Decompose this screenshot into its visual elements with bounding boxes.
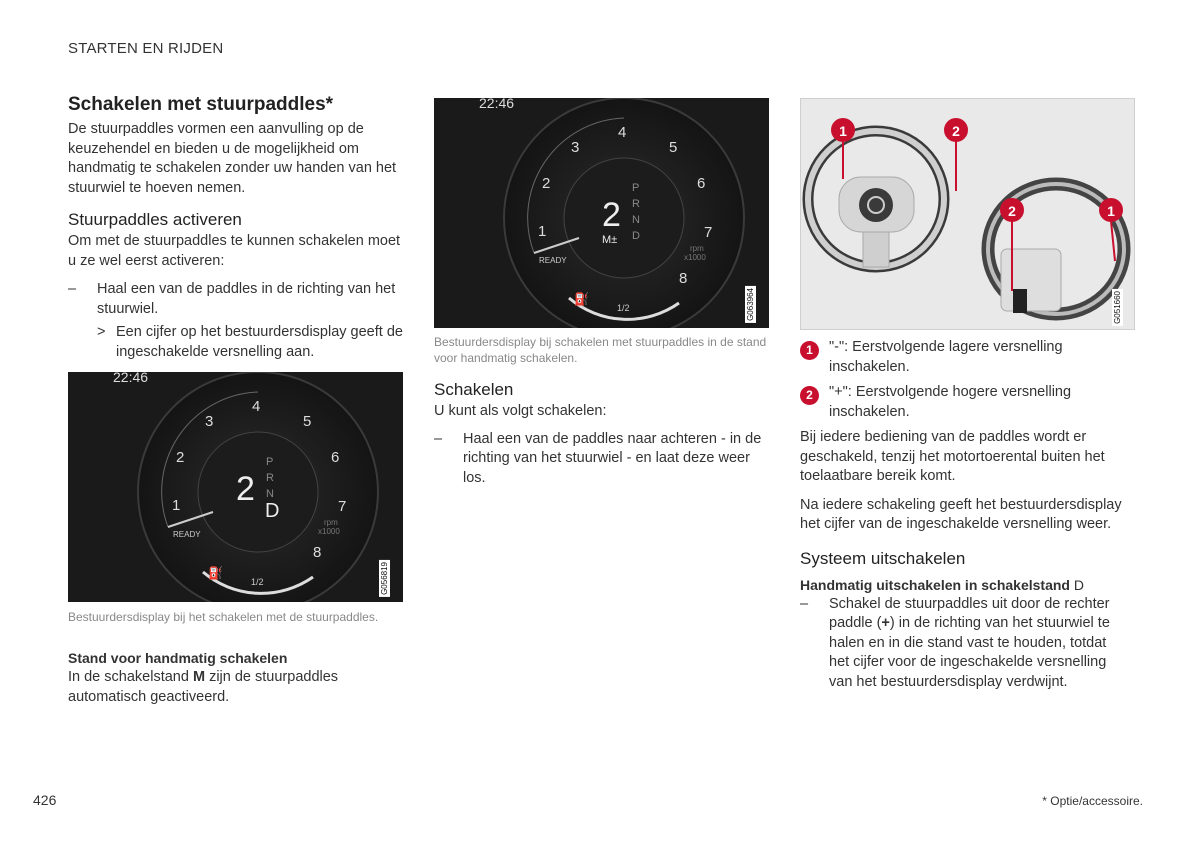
result-item	[68, 323, 403, 362]
drive-mode: M±	[602, 234, 618, 246]
gauge-tick: 8	[679, 270, 688, 287]
list-item-text: Haal een van de paddles in de richting van het stuurwiel.	[97, 281, 396, 317]
manual-text-post: zijn de stuurpaddles automatisch geactiveerd.	[68, 669, 339, 705]
page-number: 426	[33, 792, 57, 808]
gauge-tick: 5	[669, 139, 678, 156]
manual-section	[68, 650, 403, 707]
list-item	[800, 383, 1125, 422]
list-item	[68, 280, 403, 319]
gauge-tick: 7	[338, 498, 347, 515]
list-item	[434, 430, 769, 489]
shift-heading: Schakelen	[434, 380, 514, 399]
fuel-icon: ⛽	[208, 566, 223, 580]
result-item-text: Een cijfer op het bestuurdersdisplay geeft de ingeschakelde versnelling aan.	[116, 324, 403, 360]
bullet-text-post: ) in de richting van het stuurwiel te halen en in die stand vast te houden, totdat het cijfer voor de ingeschakelde versnelling van het bestuurdersdisplay verdwijnt.	[829, 615, 1110, 690]
manual-text-pre: In de schakelstand	[68, 669, 193, 685]
gauge-tick: 3	[205, 413, 214, 430]
paragraph: Bij iedere bediening van de paddles wordt er geschakeld, tenzij het motortoerental buiten het toelaatbare bereik komt.	[800, 429, 1105, 484]
gauge-tick: 8	[313, 544, 322, 561]
clock-time: 22:46	[479, 98, 515, 111]
column-left	[68, 94, 403, 362]
list-item-text: Haal een van de paddles naar achteren - in de richting van het stuurwiel - en laat deze weer los.	[463, 430, 762, 486]
result-marker: >	[97, 324, 106, 340]
clock-time: 22:46	[113, 372, 149, 385]
manual-key: M	[192, 669, 206, 685]
gear-letter-r: R	[632, 198, 640, 210]
dash-marker: –	[68, 281, 77, 297]
subheading-text: Handmatig uitschakelen in schakelstand	[800, 576, 1074, 593]
disable-heading: Systeem uitschakelen	[800, 548, 966, 568]
image-code: G056819	[380, 562, 389, 595]
gauge-tick: 4	[252, 398, 261, 415]
fuel-half-label: 1/2	[251, 577, 264, 587]
manual-paragraph	[68, 668, 403, 707]
gear-number: 2	[236, 470, 255, 508]
driver-display-image-1	[68, 372, 403, 602]
subheading-key: D	[1073, 576, 1084, 593]
gear-letter-p: P	[266, 456, 274, 468]
rpm-label: rpm	[690, 244, 704, 253]
intro-paragraph: De stuurpaddles vormen een aanvulling op de keuzehendel en bieden u de mogelijkheid om handmatig te schakelen zonder uw handen van het stuurwiel te hoeven nemen.	[68, 121, 397, 196]
callout-1: 1	[1107, 203, 1115, 219]
callout-1: 1	[839, 123, 847, 139]
gauge-tick: 6	[697, 175, 706, 192]
bullet-key: +	[881, 615, 890, 631]
fuel-icon: ⛽	[574, 292, 589, 306]
callout-badge-2: 2	[800, 386, 819, 405]
callout-2: 2	[1008, 203, 1016, 219]
gear-letter-d: D	[632, 230, 640, 242]
instrument-cluster-graphic	[434, 98, 769, 328]
shift-section	[434, 380, 769, 488]
list-item-text: "-": Eerstvolgende lagere versnelling inschakelen.	[829, 339, 1063, 375]
column-right	[800, 338, 1125, 692]
section-header: STARTEN EN RIJDEN	[68, 40, 224, 57]
driver-display-image-2	[434, 98, 769, 328]
gear-letter-n: N	[632, 214, 640, 226]
gauge-tick: 6	[331, 449, 340, 466]
paragraph: Na iedere schakeling geeft het bestuurdersdisplay het cijfer van de ingeschakelde versnelling weer.	[800, 496, 1122, 532]
image-code: G051660	[1113, 291, 1122, 324]
footnote: * Optie/accessoire.	[1042, 794, 1143, 808]
gauge-tick: 1	[538, 223, 547, 240]
gauge-tick: 4	[618, 124, 627, 141]
image-code: G063964	[746, 288, 755, 321]
gear-number: 2	[602, 196, 621, 234]
dash-marker: –	[434, 430, 443, 447]
callout-badge-1: 1	[800, 341, 819, 360]
list-item	[800, 595, 1125, 693]
gear-letter-n: N	[266, 488, 274, 500]
gauge-tick: 3	[571, 139, 580, 156]
manual-heading: Stand voor handmatig schakelen	[68, 650, 288, 666]
fuel-half-label: 1/2	[617, 303, 630, 313]
shift-paragraph: U kunt als volgt schakelen:	[434, 403, 607, 419]
gauge-tick: 5	[303, 413, 312, 430]
rpm-scale: x1000	[318, 527, 340, 536]
instrument-cluster-graphic	[68, 372, 403, 602]
steering-wheel-graphic	[801, 99, 1134, 329]
gear-letter-p: P	[632, 182, 640, 194]
drive-mode: D	[265, 500, 280, 522]
gear-letter-r: R	[266, 472, 274, 484]
activate-heading: Stuurpaddles activeren	[68, 210, 242, 229]
gauge-tick: 2	[176, 449, 185, 466]
ready-indicator: READY	[173, 530, 201, 539]
image-caption-1: Bestuurdersdisplay bij het schakelen met de stuurpaddles.	[68, 610, 379, 624]
image-caption-2: Bestuurdersdisplay bij schakelen met stuurpaddles in de stand voor handmatig schakelen.	[434, 335, 767, 365]
activate-paragraph: Om met de stuurpaddles te kunnen schakelen moet u ze wel eerst activeren:	[68, 233, 401, 269]
steering-wheel-image	[800, 98, 1135, 330]
rpm-label: rpm	[324, 518, 338, 527]
gauge-tick: 7	[704, 224, 713, 241]
callout-2: 2	[952, 123, 960, 139]
gauge-tick: 1	[172, 497, 181, 514]
list-item-text: "+": Eerstvolgende hogere versnelling inschakelen.	[829, 384, 1072, 420]
gauge-tick: 2	[542, 175, 551, 192]
bullet-text-pre: Schakel de stuurpaddles uit door de rechter paddle (	[829, 595, 1110, 631]
list-item-text	[829, 596, 1110, 690]
dash-marker: –	[800, 595, 809, 612]
rpm-scale: x1000	[684, 253, 706, 262]
ready-indicator: READY	[539, 256, 567, 265]
list-item	[800, 338, 1125, 377]
disable-subheading	[800, 577, 1125, 593]
page-title: Schakelen met stuurpaddles*	[68, 94, 334, 115]
